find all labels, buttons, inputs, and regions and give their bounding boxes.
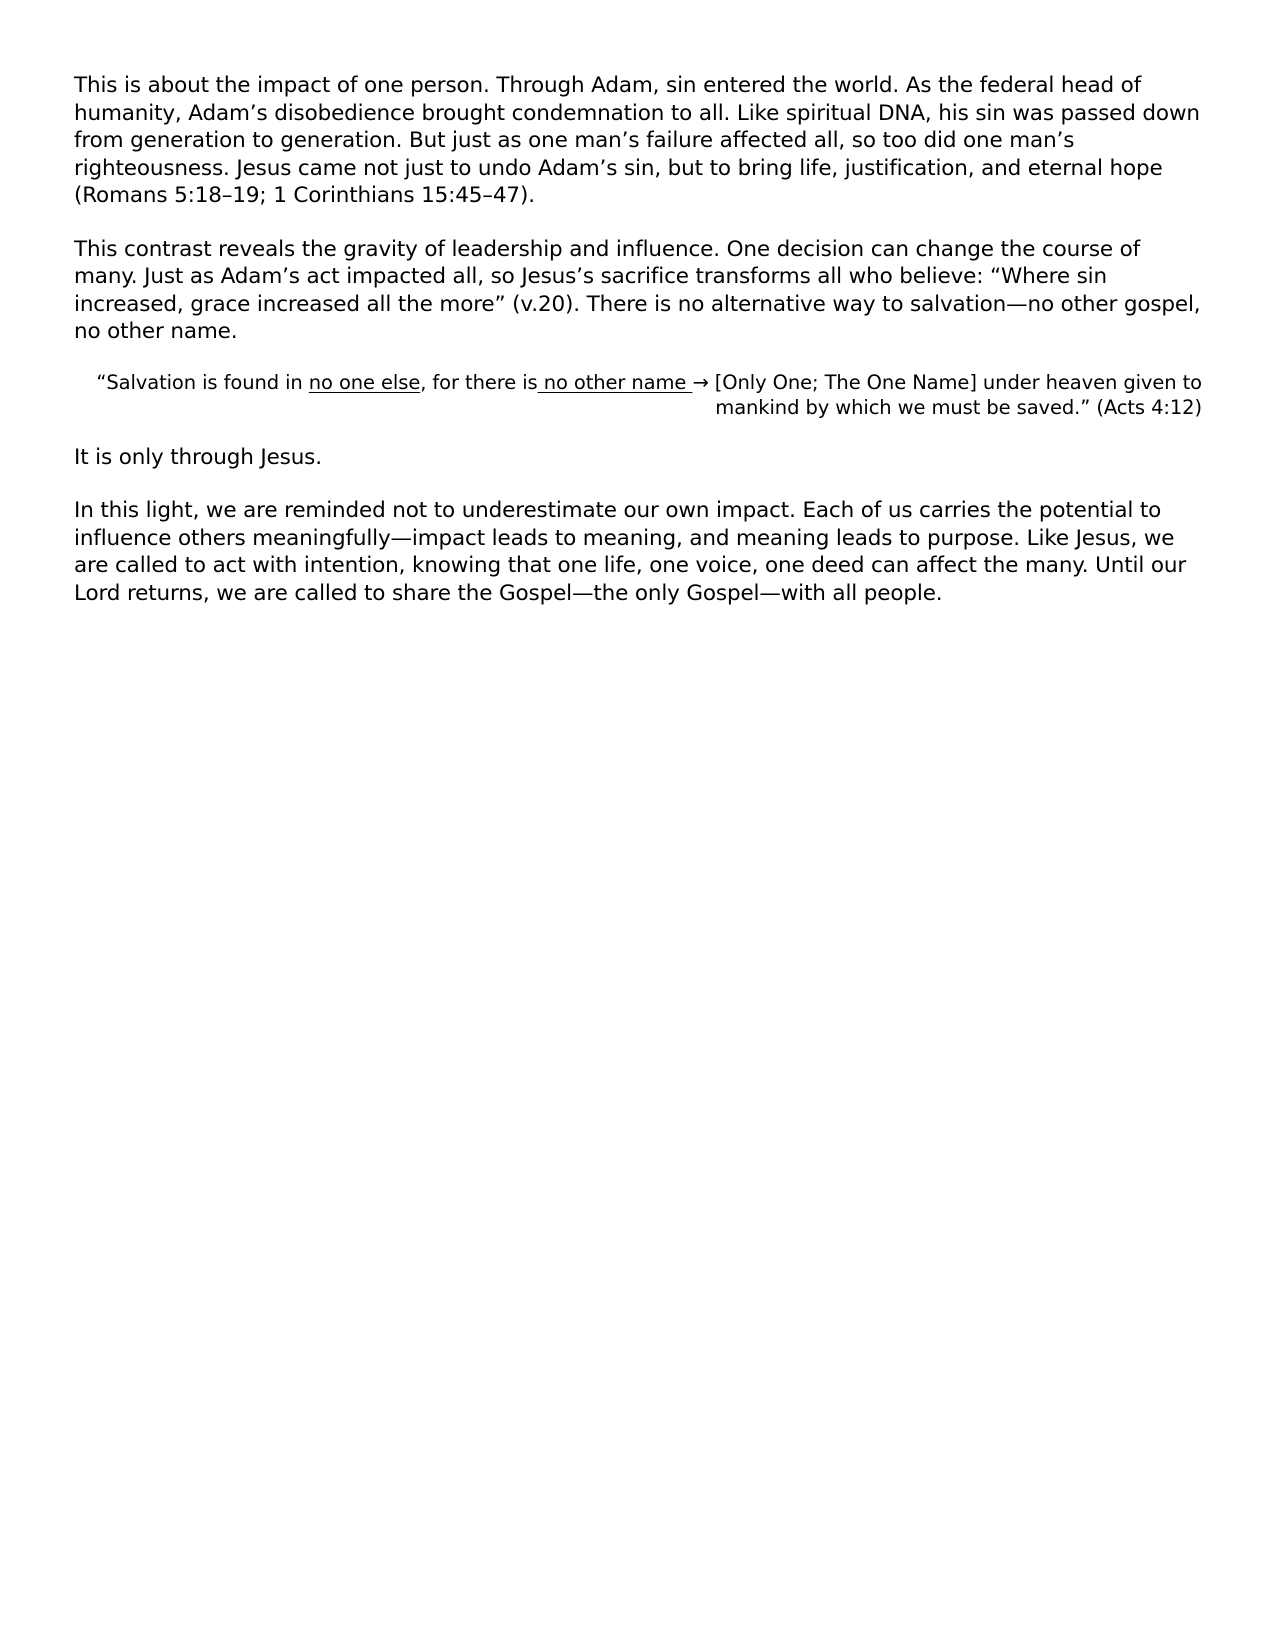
paragraph-only-through-jesus: It is only through Jesus. [74,444,322,470]
quote-text-2: , for there is [420,370,538,394]
quote-text-3: → [Only One; The One Name] under heaven given to mankind by which we must be saved.” (Acts 4:12) [692,370,1202,419]
quote-text-1: “Salvation is found in [96,370,309,394]
quote-underline-no-one-else: no one else [308,370,421,394]
paragraph-contrast: This contrast reveals the gravity of leadership and influence. One decision can change the course of many. Just as Adam’s act impacted all, so Jesus’s sacrifice transforms all who believe: “Where sin increased, grace increased all the more” (v.20). There is no alternative way to salvation—no other gospel, no other name. [74,236,1201,344]
quote-underline-no-other-name: no other name [537,370,693,394]
acts-quote [74,370,1202,420]
paragraph-impact-of-one: This is about the impact of one person. Through Adam, sin entered the world. As the federal head of humanity, Adam’s disobedience brought condemnation to all. Like spiritual DNA, his sin was passed down from generation to generation. But just as one man’s failure affected all, so too did one man’s righteousness. Jesus came not just to undo Adam’s sin, but to bring life, justification, and eternal hope (Romans 5:18–19; 1 Corinthians 15:45–47). [74,73,1200,208]
paragraph-our-impact: In this light, we are reminded not to underestimate our own impact. Each of us carries the potential to influence others meaningfully—impact leads to meaning, and meaning leads to purpose. Like Jesus, we are called to act with intention, knowing that one life, one voice, one deed can affect the many. Until our Lord returns, we are called to share the Gospel—the only Gospel—with all people. [74,498,1187,606]
document-page [74,72,1202,633]
